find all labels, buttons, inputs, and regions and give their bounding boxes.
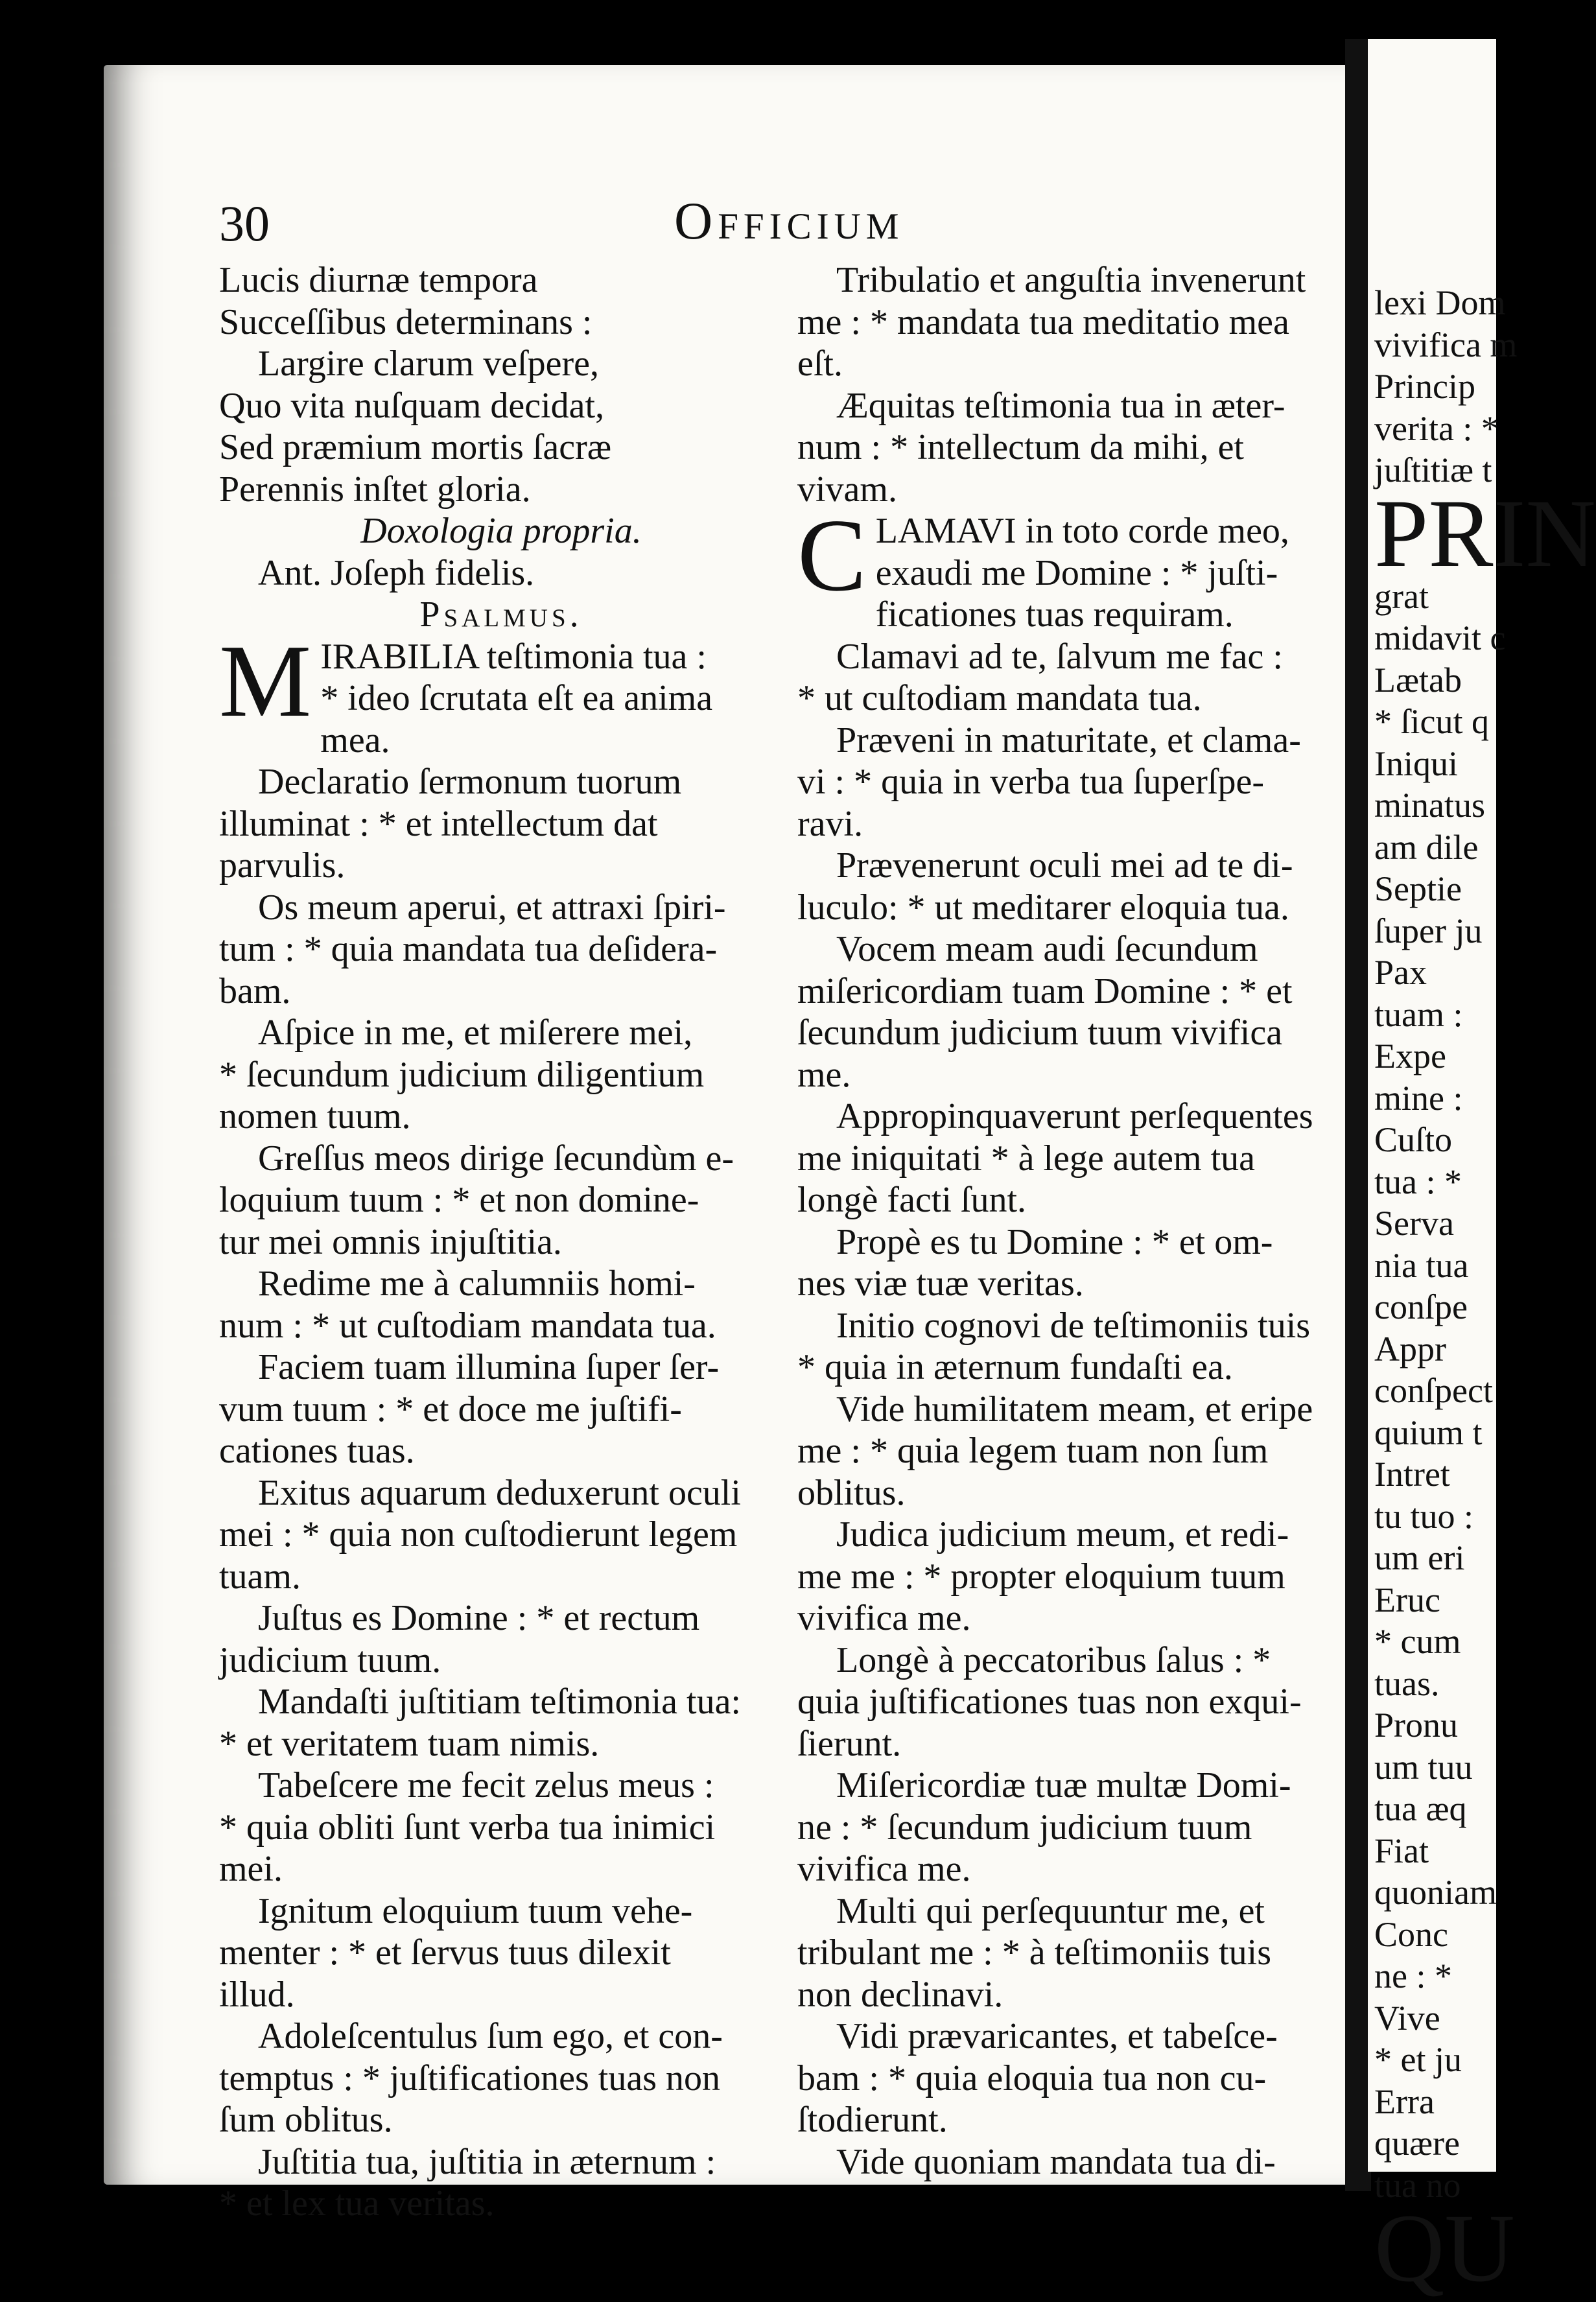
text-line: bam. — [219, 970, 291, 1011]
text-line: illud. — [219, 1974, 295, 2015]
facing-page-line: Erra — [1374, 2082, 1435, 2121]
text-line: vivifica me. — [797, 1598, 971, 1638]
text-line: Os meum aperui, et attraxi ſpiri- — [258, 887, 726, 928]
text-line: Sed præmium mortis ſacræ — [219, 427, 612, 467]
text-line: vi : * quia in verba tua ſuperſpe- — [797, 762, 1264, 802]
facing-page-line: Lætab — [1374, 660, 1462, 699]
text-line: Tribulatio et anguſtia invenerunt — [836, 260, 1306, 300]
text-line: Exitus aquarum deduxerunt oculi — [258, 1472, 741, 1513]
facing-page-line: * et ju — [1374, 2040, 1462, 2079]
text-line: Ant. Joſeph fidelis. — [258, 552, 535, 593]
text-line: judicium tuum. — [219, 1639, 441, 1680]
text-line: Faciem tuam illumina ſuper ſer- — [258, 1347, 720, 1387]
facing-page-line: am dile — [1374, 827, 1479, 867]
text-line: num : * intellectum da mihi, et — [797, 427, 1244, 467]
facing-page-line: Iniqui — [1374, 744, 1458, 783]
text-line: vivam. — [797, 469, 897, 510]
text-line: mei. — [219, 1849, 283, 1889]
facing-page-line: midavit c — [1374, 618, 1506, 657]
text-line: oblitus. — [797, 1472, 906, 1513]
text-line: * quia in æternum fundaſti ea. — [797, 1347, 1233, 1387]
drop-cap-initial: M — [219, 622, 312, 738]
facing-page-line: tuam : — [1374, 994, 1463, 1034]
facing-page-line: conſpe — [1374, 1287, 1468, 1326]
text-line: mei : * quia non cuſtodierunt legem — [219, 1514, 738, 1555]
text-line: Initio cognovi de teſtimoniis tuis — [836, 1305, 1311, 1346]
text-line: tribulant me : * à teſtimoniis tuis — [797, 1932, 1272, 1973]
text-line: illuminat : * et intellectum dat — [219, 803, 658, 844]
text-line: Juſtus es Domine : * et rectum — [258, 1598, 700, 1638]
facing-page-line: tua : * — [1374, 1162, 1462, 1201]
facing-page-line: Fiat — [1374, 1831, 1429, 1870]
text-line: Æquitas teſtimonia tua in æter- — [836, 385, 1285, 426]
text-line: LAMAVI in toto corde meo, — [875, 511, 1289, 551]
text-line: Ignitum eloquium tuum vehe- — [258, 1890, 693, 1931]
text-line: mea. — [320, 720, 390, 760]
facing-page-line: Serva — [1374, 1204, 1454, 1243]
text-line: Prævenerunt oculi mei ad te di- — [836, 845, 1293, 886]
facing-page-line: juſtitiæ t — [1374, 451, 1492, 489]
text-line: menter : * et ſervus tuus dilexit — [219, 1932, 671, 1973]
facing-page-line: Cuſto — [1374, 1120, 1453, 1159]
facing-page-line: QU — [1374, 2194, 1515, 2302]
facing-page-line: um eri — [1374, 1538, 1465, 1577]
text-line: Psalmus. — [419, 594, 583, 635]
text-line: Adoleſcentulus ſum ego, et con- — [258, 2016, 723, 2056]
text-line: me me : * propter eloquium tuum — [797, 1556, 1285, 1597]
drop-cap-initial: C — [797, 497, 867, 613]
facing-page-line: verita : * — [1374, 408, 1499, 448]
text-line: Succeſſibus determinans : — [219, 301, 593, 342]
text-line: Vide quoniam mandata tua di- — [836, 2141, 1276, 2182]
text-line: exaudi me Domine : * juſti- — [875, 552, 1278, 593]
text-line: Longè à peccatoribus ſalus : * — [836, 1639, 1271, 1680]
text-line: Propè es tu Domine : * et om- — [836, 1221, 1273, 1262]
text-line: quia juſtificationes tuas non exqui- — [797, 1682, 1302, 1722]
facing-page-line: * cum — [1374, 1622, 1461, 1661]
facing-page-line: PRIN — [1374, 479, 1596, 587]
facing-page-line: mine : — [1374, 1078, 1463, 1118]
page-header — [0, 191, 1496, 253]
text-line: Appropinquaverunt perſequentes — [836, 1096, 1313, 1136]
facing-page-line: Eruc — [1374, 1580, 1440, 1619]
text-line: num : * ut cuſtodiam mandata tua. — [219, 1305, 716, 1346]
text-line: Greſſus meos dirige ſecundùm e- — [258, 1138, 734, 1179]
text-line: Redime me à calumniis homi- — [258, 1263, 696, 1304]
right-text-column — [797, 259, 1348, 2183]
text-line: Vidi prævaricantes, et tabeſce- — [836, 2016, 1278, 2056]
text-line: Clamavi ad te, ſalvum me fac : — [836, 636, 1283, 677]
facing-page-line: quære — [1374, 2124, 1460, 2163]
text-line: cationes tuas. — [219, 1431, 415, 1471]
facing-page-line: Septie — [1374, 869, 1462, 908]
text-line: * ideo ſcrutata eſt ea anima — [320, 678, 713, 718]
facing-page-line: Expe — [1374, 1037, 1446, 1075]
text-line: nes viæ tuæ veritas. — [797, 1263, 1084, 1304]
text-line: Declaratio ſermonum tuorum — [258, 762, 682, 802]
facing-page-line: quoniam — [1374, 1873, 1497, 1912]
text-line: Juſtitia tua, juſtitia in æternum : — [258, 2141, 716, 2182]
text-line: ſecundum judicium tuum vivifica — [797, 1013, 1283, 1053]
facing-page-line: Vive — [1374, 1998, 1440, 2038]
facing-page-line: nia tua — [1374, 1245, 1469, 1285]
book-gutter — [1345, 39, 1371, 2191]
text-line: tuam. — [219, 1556, 301, 1597]
text-line: vum tuum : * et doce me juſtifi- — [219, 1389, 682, 1429]
text-line: Lucis diurnæ tempora — [219, 260, 538, 300]
facing-page-line: grat — [1374, 576, 1429, 616]
facing-page-line: Intret — [1374, 1455, 1450, 1494]
page-number: 30 — [219, 195, 270, 252]
facing-page-line: tuas. — [1374, 1663, 1440, 1703]
running-head: Officium — [674, 191, 904, 250]
text-line: Judica judicium meum, et redi- — [836, 1514, 1289, 1555]
facing-page-line: lexi Dom — [1374, 283, 1506, 322]
text-line: Miſericordiæ tuæ multæ Domi- — [836, 1765, 1291, 1805]
facing-page-line: * ſicut q — [1374, 702, 1489, 741]
text-line: miſericordiam tuam Domine : * et — [797, 970, 1293, 1011]
text-line: me iniquitati * à lege autem tua — [797, 1138, 1255, 1179]
text-line: Tabeſcere me fecit zelus meus : — [258, 1765, 714, 1805]
text-line: Doxologia propria. — [360, 511, 642, 551]
facing-page-line: conſpect — [1374, 1371, 1493, 1410]
text-line: ravi. — [797, 803, 863, 844]
facing-page-line: ſuper ju — [1374, 911, 1483, 950]
text-line: me : * quia legem tuam non ſum — [797, 1431, 1269, 1471]
facing-page-line: tu tuo : — [1374, 1496, 1474, 1536]
text-line: vivifica me. — [797, 1849, 971, 1889]
text-line: longè facti ſunt. — [797, 1180, 1027, 1220]
facing-page-line: Pronu — [1374, 1706, 1459, 1744]
text-line: Quo vita nuſquam decidat, — [219, 385, 605, 426]
text-line: ficationes tuas requiram. — [875, 594, 1234, 635]
text-line: Aſpice in me, et miſerere mei, — [258, 1013, 693, 1053]
text-line: parvulis. — [219, 845, 346, 886]
facing-page-line: vivifica m — [1374, 325, 1518, 364]
text-line: ſierunt. — [797, 1723, 902, 1764]
facing-page-line: tua no — [1374, 2165, 1461, 2205]
facing-page-line: Conc — [1374, 1914, 1448, 1954]
text-line: ſtodierunt. — [797, 2100, 948, 2140]
facing-page-line: Pax — [1374, 953, 1427, 992]
psalm-opening — [797, 497, 1348, 613]
text-line: temptus : * juſtificationes tuas non — [219, 2058, 721, 2098]
text-line: Præveni in maturitate, et clama- — [836, 720, 1301, 760]
text-line: * ut cuſtodiam mandata tua. — [797, 678, 1202, 718]
text-line: * et lex tua veritas. — [219, 2183, 495, 2224]
text-line: * et veritatem tuam nimis. — [219, 1723, 600, 1764]
facing-page-line: quium t — [1374, 1413, 1483, 1452]
text-line: luculo: * ut meditarer eloquia tua. — [797, 887, 1289, 928]
text-line: Multi qui perſequuntur me, et — [836, 1890, 1265, 1931]
text-line: loquium tuum : * et non domine- — [219, 1180, 699, 1220]
facing-page-line: Appr — [1374, 1329, 1446, 1368]
text-line: bam : * quia eloquia tua non cu- — [797, 2058, 1267, 2098]
facing-page-line: minatus — [1374, 786, 1485, 825]
text-line: ne : * ſecundum judicium tuum — [797, 1807, 1252, 1848]
text-line: Largire clarum veſpere, — [258, 344, 600, 384]
text-line: * ſecundum judicium diligentium — [219, 1054, 705, 1095]
text-line: Perennis inſtet gloria. — [219, 469, 531, 510]
text-line: me : * mandata tua meditatio mea — [797, 301, 1289, 342]
text-line: Vide humilitatem meam, et eripe — [836, 1389, 1313, 1429]
text-line: * quia obliti ſunt verba tua inimici — [219, 1807, 716, 1848]
psalm-opening — [219, 622, 783, 738]
text-line: tum : * quia mandata tua deſidera- — [219, 929, 718, 969]
text-line: ſum oblitus. — [219, 2100, 393, 2140]
left-text-column — [219, 259, 783, 2225]
text-line: IRABILIA teſtimonia tua : — [320, 636, 707, 677]
facing-page-line: um tuu — [1374, 1747, 1473, 1787]
text-line: tur mei omnis injuſtitia. — [219, 1221, 562, 1262]
facing-page-line: Princip — [1374, 367, 1475, 406]
facing-page — [1368, 39, 1596, 2302]
text-line: me. — [797, 1054, 851, 1095]
text-line: eſt. — [797, 344, 843, 384]
facing-page-line: tua æq — [1374, 1789, 1467, 1828]
text-line: Vocem meam audi ſecundum — [836, 929, 1258, 969]
facing-page-text — [1374, 282, 1596, 2302]
text-line: Mandaſti juſtitiam teſtimonia tua: — [258, 1682, 741, 1722]
text-line: nomen tuum. — [219, 1096, 411, 1136]
facing-page-line: ne : * — [1374, 1956, 1452, 1995]
text-line: non declinavi. — [797, 1974, 1003, 2015]
